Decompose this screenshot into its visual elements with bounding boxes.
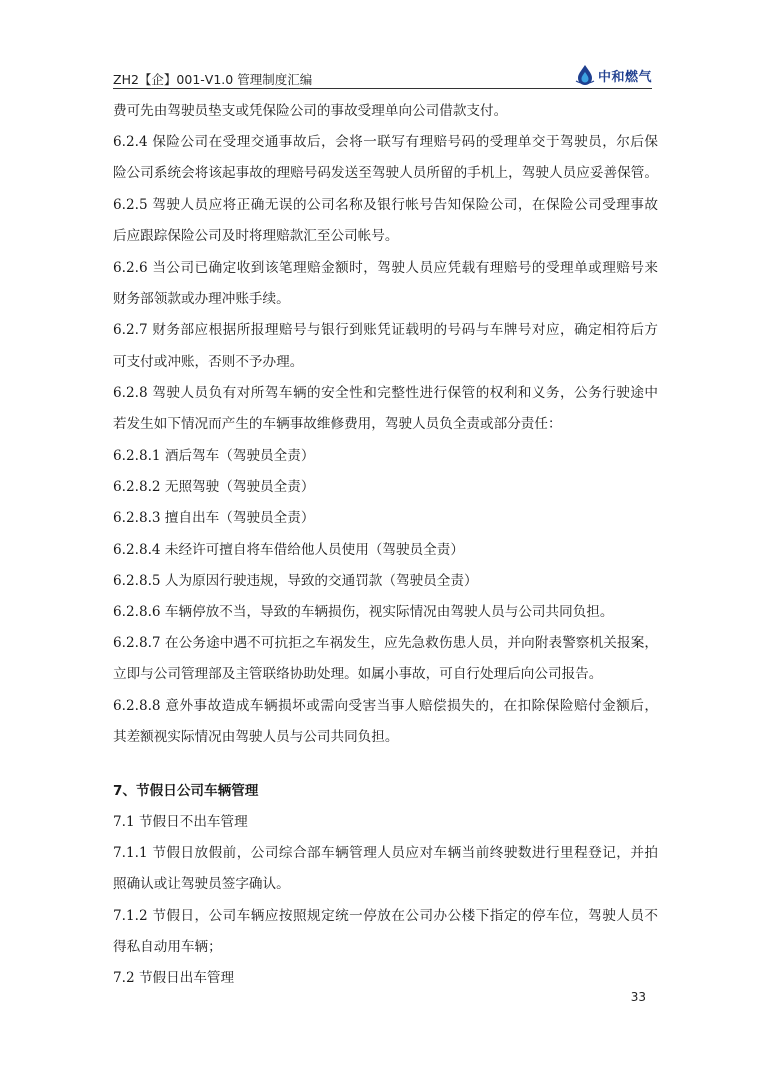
list-item: 6.2.8.4 未经许可擅自将车借给他人员使用（驾驶员全责）: [113, 542, 464, 558]
list-item: 6.2.8.7 在公务途中遇不可抗拒之车祸发生，应先急救伤患人员，并向附表警察机关报案，: [113, 635, 658, 651]
flame-drop-logo-icon: [574, 64, 596, 86]
list-item: 6.2.8.2 无照驾驶（驾驶员全责）: [113, 479, 315, 495]
paragraph-line: 立即与公司管理部及主管联络协助处理。如属小事故，可自行处理后向公司报告。: [113, 666, 603, 682]
list-item: 6.2.8.3 擅自出车（驾驶员全责）: [113, 510, 315, 526]
subsection-heading: 7.1 节假日不出车管理: [113, 814, 248, 830]
paragraph-line: 若发生如下情况而产生的车辆事故维修费用，驾驶人员负全责或部分责任：: [113, 416, 562, 432]
list-item: 6.2.8.6 车辆停放不当，导致的车辆损伤，视实际情况由驾驶人员与公司共同负担。: [113, 604, 614, 620]
paragraph-line: 6.2.7 财务部应根据所报理赔号与银行到账凭证载明的号码与车牌号对应，确定相符后方: [113, 322, 658, 338]
page-header: [113, 58, 652, 90]
paragraph-line: 费可先由驾驶员垫支或凭保险公司的事故受理单向公司借款支付。: [113, 103, 508, 119]
page-number: 33: [630, 990, 646, 1004]
paragraph-line: 照确认或让驾驶员签字确认。: [113, 876, 290, 892]
paragraph-line: 6.2.6 当公司已确定收到该笔理赔金额时，驾驶人员应凭载有理赔号的受理单或理赔号来: [113, 260, 658, 276]
section-heading: 7、节假日公司车辆管理: [113, 783, 259, 799]
paragraph-line: 6.2.4 保险公司在受理交通事故后，会将一联写有理赔号码的受理单交于驾驶员，尔后保: [113, 134, 658, 150]
subsection-heading: 7.2 节假日出车管理: [113, 970, 235, 986]
paragraph-line: 可支付或冲账，否则不予办理。: [113, 354, 304, 370]
paragraph-line: 财务部领款或办理冲账手续。: [113, 291, 290, 307]
list-item: 6.2.8.5 人为原因行驶违规，导致的交通罚款（驾驶员全责）: [113, 573, 478, 589]
company-logo: [574, 64, 652, 86]
paragraph-line: 险公司系统会将该起事故的理赔号码发送至驾驶人员所留的手机上，驾驶人员应妥善保管。: [113, 165, 658, 181]
paragraph-line: 其差额视实际情况由驾驶人员与公司共同负担。: [113, 729, 399, 745]
list-item: 6.2.8.8 意外事故造成车辆损坏或需向受害当事人赔偿损失的，在扣除保险赔付金额后，: [113, 698, 658, 714]
paragraph-line: 7.1.1 节假日放假前，公司综合部车辆管理人员应对车辆当前终驶数进行里程登记，并拍: [113, 845, 658, 861]
header-divider: [113, 88, 652, 89]
paragraph-line: 6.2.8 驾驶人员负有对所驾车辆的安全性和完整性进行保管的权利和义务，公务行驶途中: [113, 385, 658, 401]
logo-text: 中和燃气: [597, 69, 652, 85]
paragraph-line: 得私自动用车辆；: [113, 939, 222, 955]
paragraph-line: 后应跟踪保险公司及时将理赔款汇至公司帐号。: [113, 228, 399, 244]
paragraph-line: 6.2.5 驾驶人员应将正确无误的公司名称及银行帐号告知保险公司，在保险公司受理事故: [113, 197, 658, 213]
paragraph-line: 7.1.2 节假日，公司车辆应按照规定统一停放在公司办公楼下指定的停车位，驾驶人员不: [113, 908, 658, 924]
document-header-title: ZH2【企】001-V1.0 管理制度汇编: [113, 72, 313, 87]
list-item: 6.2.8.1 酒后驾车（驾驶员全责）: [113, 448, 315, 464]
